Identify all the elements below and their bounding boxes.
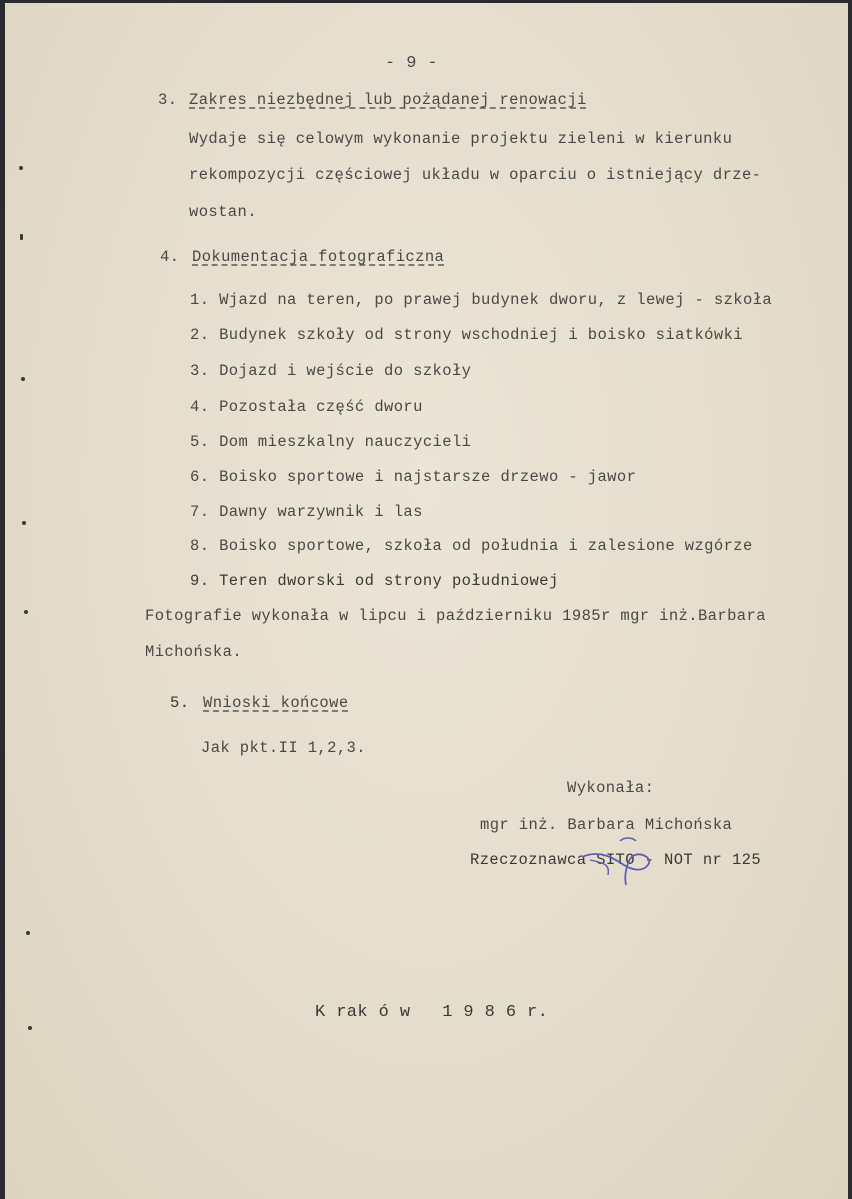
section-3-heading: Zakres niezbędnej lub pożądanej renowacji [189,91,587,109]
section-5-heading: Wnioski końcowe [203,694,349,712]
section-5-number: 5. [170,694,190,712]
margin-mark [24,610,28,614]
signature-title: Rzeczoznawca SITO - NOT nr 125 [470,851,762,869]
section-3-line: Wydaje się celowym wykonanie projektu zieleni w kierunku [189,130,733,148]
section-3-line: wostan. [189,203,257,221]
page-number: - 9 - [385,54,439,73]
margin-mark [19,166,23,170]
margin-mark [20,234,23,240]
photo-credit-line: Michońska. [145,643,243,661]
section-4-number: 4. [160,248,180,266]
photo-list-item: 8. Boisko sportowe, szkoła od południa i zalesione wzgórze [190,537,753,555]
section-4-heading: Dokumentacja fotograficzna [192,248,445,266]
photo-list-item: 4. Pozostała część dworu [190,398,423,416]
photo-list-item: 6. Boisko sportowe i najstarsze drzewo - jawor [190,468,637,486]
signature-label: Wykonała: [567,779,655,797]
photo-list-item: 9. Teren dworski od strony południowej [190,572,559,590]
photo-credit-line: Fotografie wykonała w lipcu i październiku 1985r mgr inż.Barbara [145,607,766,625]
document-page [5,3,848,1199]
handwritten-signature-icon [580,835,660,890]
margin-mark [22,521,26,525]
place-date: K rak ó w 1 9 8 6 r. [315,1003,549,1022]
margin-mark [21,377,25,381]
photo-list-item: 2. Budynek szkoły od strony wschodniej i boisko siatkówki [190,326,743,344]
photo-list-item: 1. Wjazd na teren, po prawej budynek dworu, z lewej - szkoła [190,291,773,309]
margin-mark [28,1026,32,1030]
margin-mark [26,931,30,935]
photo-list-item: 7. Dawny warzywnik i las [190,503,423,521]
section-5-text: Jak pkt.II 1,2,3. [201,739,366,757]
photo-list-item: 5. Dom mieszkalny nauczycieli [190,433,472,451]
section-3-line: rekompozycji częściowej układu w oparciu o istniejący drze- [189,166,762,184]
signature-name: mgr inż. Barbara Michońska [480,816,733,834]
section-3-number: 3. [158,91,178,109]
photo-list-item: 3. Dojazd i wejście do szkoły [190,362,472,380]
